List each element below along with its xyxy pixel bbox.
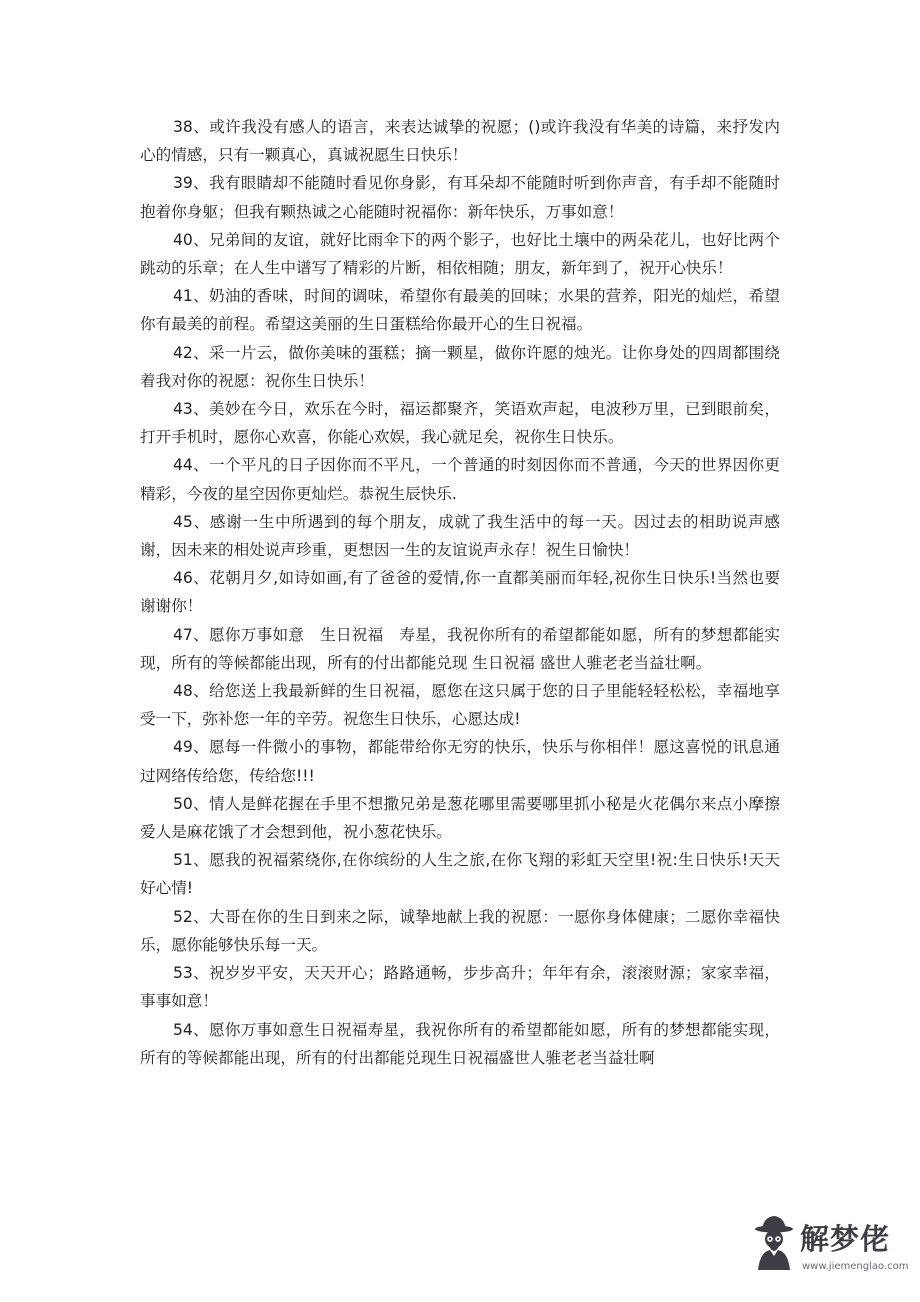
wish-entry-42: 42、采一片云，做你美味的蛋糕；摘一颗星，做你许愿的烛光。让你身处的四周都围绕着我对你的祝愿：祝你生日快乐！ xyxy=(140,343,780,390)
document-body xyxy=(140,113,780,1072)
wish-entry-48: 48、给您送上我最新鲜的生日祝福，愿您在这只属于您的日子里能轻轻松松，幸福地享受一下，弥补您一年的辛劳。祝您生日快乐，心愿达成! xyxy=(140,682,780,729)
wish-entry-49: 49、愿每一件微小的事物，都能带给你无穷的快乐，快乐与你相伴！愿这喜悦的讯息通过网络传给您，传给您!!! xyxy=(140,738,780,785)
wish-entry-54: 54、愿你万事如意生日祝福寿星，我祝你所有的希望都能如愿，所有的梦想都能实现，所有的等候都能出现，所有的付出都能兑现生日祝福盛世人骓老老当益壮啊 xyxy=(140,1020,780,1067)
wish-entry-46: 46、花朝月夕,如诗如画,有了爸爸的爱情,你一直都美丽而年轻,祝你生日快乐!当然也要谢谢你！ xyxy=(140,569,780,616)
wish-entry-45: 45、感谢一生中所遇到的每个朋友，成就了我生活中的每一天。因过去的相助说声感谢，因未来的相处说声珍重，更想因一生的友谊说声永存！祝生日愉快！ xyxy=(140,512,780,560)
watermark-site-url: www.jiemenglao.com xyxy=(802,1261,909,1272)
fortune-teller-icon xyxy=(752,1214,796,1272)
wish-entry-39: 39、我有眼睛却不能随时看见你身影，有耳朵却不能随时听到你声音，有手却不能随时抱着你身躯；但我有颗热诚之心能随时祝福你：新年快乐，万事如意！ xyxy=(140,174,780,221)
wish-entry-50: 50、情人是鲜花握在手里不想撒兄弟是葱花哪里需要哪里抓小秘是火花偶尔来点小摩擦爱人是麻花饿了才会想到他，祝小葱花快乐。 xyxy=(140,794,780,842)
site-watermark xyxy=(752,1214,912,1294)
watermark-site-name: 解梦佬 xyxy=(800,1222,891,1256)
wish-entry-41: 41、奶油的香味，时间的调味，希望你有最美的回味；水果的营养，阳光的灿烂，希望你有最美的前程。希望这美丽的生日蛋糕给你最开心的生日祝福。 xyxy=(140,287,780,334)
wish-entry-47: 47、愿你万事如意 生日祝福 寿星，我祝你所有的希望都能如愿，所有的梦想都能实现，所有的等候都能出现，所有的付出都能兑现 生日祝福 盛世人骓老老当益壮啊。 xyxy=(140,625,780,672)
wish-entry-51: 51、愿我的祝福萦绕你,在你缤纷的人生之旅,在你飞翔的彩虹天空里!祝:生日快乐!天天好心情! xyxy=(140,851,780,898)
wish-entry-52: 52、大哥在你的生日到来之际，诚挚地献上我的祝愿：一愿你身体健康；二愿你幸福快乐，愿你能够快乐每一天。 xyxy=(140,907,780,954)
wish-entry-38: 38、或许我没有感人的语言，来表达诚挚的祝愿；()或许我没有华美的诗篇，来抒发内心的情感，只有一颗真心，真诚祝愿生日快乐！ xyxy=(140,118,780,165)
wish-entry-53: 53、祝岁岁平安，天天开心；路路通畅，步步高升；年年有余，滚滚财源；家家幸福，事事如意！ xyxy=(140,964,780,1011)
wish-entry-40: 40、兄弟间的友谊，就好比雨伞下的两个影子，也好比土壤中的两朵花儿，也好比两个跳动的乐章；在人生中谱写了精彩的片断，相依相随；朋友，新年到了，祝开心快乐！ xyxy=(140,230,780,278)
wish-entry-43: 43、美妙在今日，欢乐在今时，福运都聚齐，笑语欢声起，电波秒万里，已到眼前矣，打开手机时，愿你心欢喜，你能心欢娱，我心就足矣，祝你生日快乐。 xyxy=(140,400,780,447)
wish-entry-44: 44、一个平凡的日子因你而不平凡，一个普通的时刻因你而不普通，今天的世界因你更精彩，今夜的星空因你更灿烂。恭祝生辰快乐. xyxy=(140,456,780,503)
